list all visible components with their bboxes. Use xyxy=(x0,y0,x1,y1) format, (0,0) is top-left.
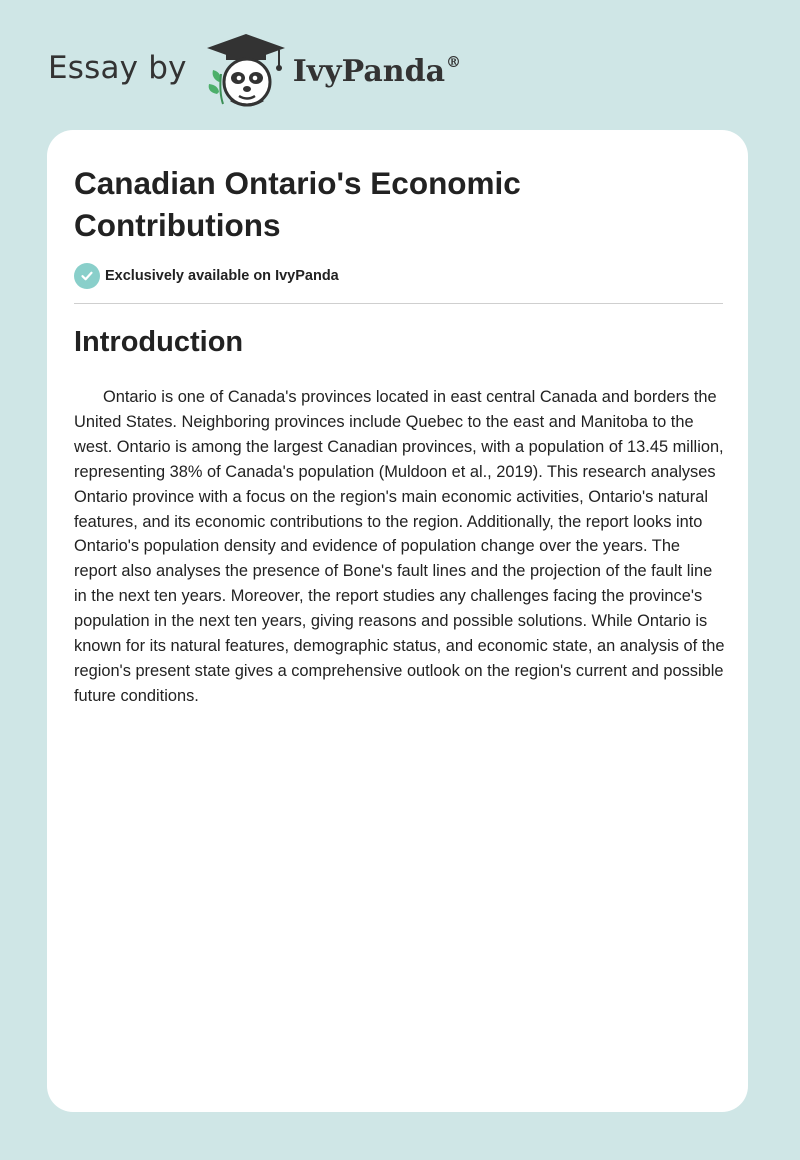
brand-name[interactable]: IvyPanda® xyxy=(292,53,462,89)
site-header xyxy=(48,30,461,110)
badge-label: Exclusively available on IvyPanda xyxy=(105,268,339,284)
ivypanda-logo-icon[interactable] xyxy=(205,30,287,110)
page-title: Canadian Ontario's Economic Contributions xyxy=(74,165,521,243)
divider xyxy=(74,303,723,304)
essay-paragraph: Ontario is one of Canada's provinces located in east central Canada and borders the United States. Neighboring provinces include Quebec to the east and Manitoba to the west. Ontario is among the largest Canadian provinces, with a population of 13.45 million, representing 38% of Canada's population (Muldoon et al., 2019). This research analyses Ontario province with a focus on the region's main economic activities, Ontario's natural features, and its economic contributions to the region. Additionally, the report looks into Ontario's population density and evidence of population change over the years. The report also analyses the presence of Bone's fault lines and the projection of the fault line in the next ten years. Moreover, the report studies any challenges facing the province's population in the next ten years, giving reasons and possible solutions. While Ontario is known for its natural features, demographic status, and economic state, an analysis of the region's present state gives a comprehensive outlook on the region's current and possible future conditions. xyxy=(74,388,725,705)
exclusive-badge xyxy=(74,263,339,289)
registered-mark: ® xyxy=(446,53,462,71)
essay-card xyxy=(47,130,748,1112)
section-heading: Introduction xyxy=(74,326,244,358)
check-icon xyxy=(74,263,100,289)
essay-by-label: Essay by xyxy=(48,50,187,86)
